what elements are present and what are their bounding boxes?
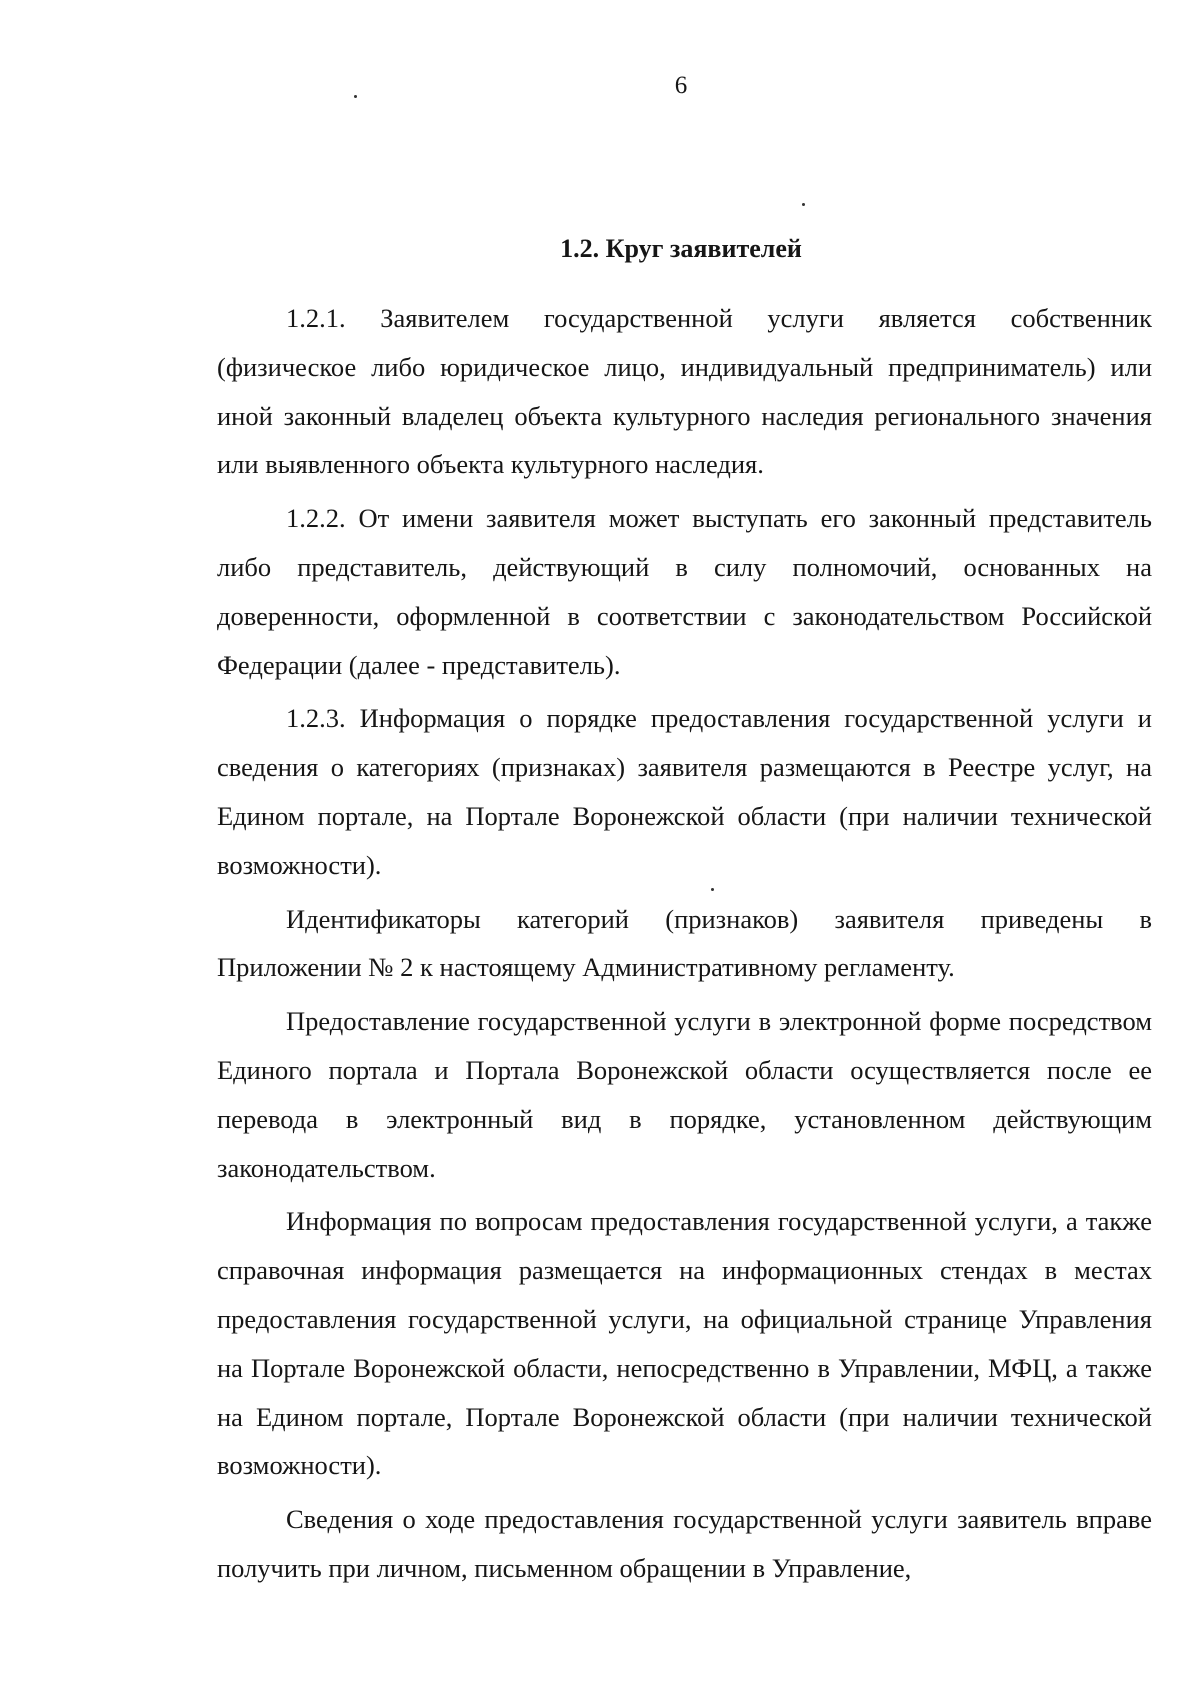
document-body: [217, 294, 1152, 1593]
scan-speck: [802, 203, 805, 206]
section-heading: 1.2. Круг заявителей: [560, 234, 802, 263]
scan-speck: [711, 888, 714, 891]
paragraph-electronic-form: Предоставление государственной услуги в электронной форме посредством Единого портала и Портала Воронежской области осуществляется после ее перевода в электронный вид в порядке, установленном действующим законодательством.: [217, 1006, 1152, 1183]
paragraph-identifiers: Идентификаторы категорий (признаков) заявителя приведены в Приложении № 2 к настоящему Административному регламенту.: [217, 903, 1152, 983]
paragraph-1-2-1: 1.2.1. Заявителем государственной услуги является собственник (физическое либо юридическое лицо, индивидуальный предприниматель) или иной законный владелец объекта культурного наследия регионального значения или выявленного объекта культурного наследия.: [217, 303, 1152, 480]
page-number: 6: [674, 72, 688, 99]
scan-speck: [354, 95, 357, 98]
paragraph-progress-info: Сведения о ходе предоставления государственной услуги заявитель вправе получить при личном, письменном обращении в Управление,: [217, 1504, 1152, 1583]
paragraph-1-2-3: 1.2.3. Информация о порядке предоставления государственной услуги и сведения о категориях (признаках) заявителя размещаются в Реестре услуг, на Едином портале, на Портале Воронежской области (при наличии технической возможности).: [217, 703, 1152, 880]
paragraph-1-2-2: 1.2.2. От имени заявителя может выступать его законный представитель либо представитель, действующий в силу полномочий, основанных на доверенности, оформленной в соответствии с законодательством Российской Федерации (далее - представитель).: [217, 503, 1152, 680]
paragraph-information: Информация по вопросам предоставления государственной услуги, а также справочная информация размещается на информационных стендах в местах предоставления государственной услуги, на официальной странице Управления на Портале Воронежской области, непосредственно в Управлении, МФЦ, а также на Едином портале, Портале Воронежской области (при наличии технической возможности).: [217, 1206, 1152, 1481]
